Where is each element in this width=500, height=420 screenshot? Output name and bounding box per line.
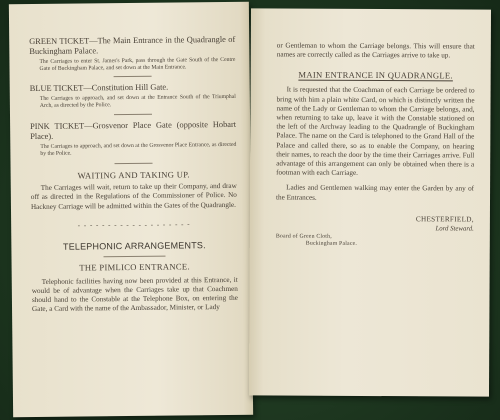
signature-name: CHESTERFIELD,	[415, 215, 474, 224]
left-page	[9, 2, 253, 417]
quadrangle-heading: MAIN ENTRANCE IN QUADRANGLE.	[298, 70, 453, 81]
green-ticket-heading: GREEN TICKET—The Main Entrance in the Quadrangle of Buckingham Palace.	[29, 34, 236, 57]
pimlico-text: Telephonic facilities having now been provided at this Entrance, it would be of advantage when the Carriages take up that Coachmen should hand to the Constable at the Telephone Box, on entering the Gate, a Card with the name of the Ambassador, Minister, or Lady	[31, 275, 238, 314]
continuation-text: or Gentleman to whom the Carriage belongs. This will ensure that names are correctly called as the Carriages arrive to take up.	[276, 41, 475, 60]
divider	[103, 256, 165, 258]
walking-text: Ladies and Gentlemen walking may enter the Garden by any of the Entrances.	[276, 183, 475, 202]
telephonic-heading: TELEPHONIC ARRANGEMENTS.	[62, 240, 206, 252]
pink-ticket-detail: The Carriages to approach, and set down at the Grosvenor Place Entrance, as directed by the Police.	[40, 141, 237, 157]
divider	[114, 114, 152, 115]
waiting-text: The Carriages will wait, return to take up their Company, and draw off as directed in the Regulations of the Commissioner of Police. No Hackney Carriage will be admitted within the Gates of the Quadrangle.	[30, 182, 237, 211]
divider	[115, 163, 153, 164]
board-line-2: Buckingham Palace.	[305, 240, 358, 247]
divider	[114, 76, 152, 77]
blue-ticket-heading: BLUE TICKET—Constitution Hill Gate.	[29, 82, 169, 94]
pink-ticket-heading: PINK TICKET—Grosvenor Place Gate (opposite Hobart Place).	[30, 119, 237, 142]
quadrangle-text: It is requested that the Coachman of each Carriage be ordered to bring with him a plain white Card, on which is distinctly written the name of the Lady or Gentleman to whom the Carriage belongs, and, when returning to take up, leave it with the Constable stationed on the left of the Archway leading to the Quadrangle of Buckingham Palace. The name on the Card is telephoned to the Grand Hall of the Palace and called there, so as to enable the Company, on hearing their names, to reach the door by the time their Carriages arrive. Full advantage of this arrangement can only be obtained when there is a footman with each Carriage.	[276, 85, 475, 178]
left-page-column	[29, 2, 238, 315]
right-page-column	[276, 9, 475, 248]
dashed-separator: - - - - - - - - - - - - - - - - - - -	[77, 220, 191, 230]
waiting-heading: WAITING AND TAKING UP.	[77, 169, 190, 181]
signature-title: Lord Steward.	[435, 225, 474, 233]
green-ticket-detail: The Carriages to enter St. James's Park, pass through the Gate South of the Centre Gate of Buckingham Palace, and set down at the Main Entrance.	[39, 56, 236, 72]
blue-ticket-detail: The Carriages to approach, and set down at the Entrance South of the Triumphal Arch, as directed by the Police.	[39, 93, 236, 109]
board-line-1: Board of Green Cloth,	[275, 233, 332, 240]
pimlico-heading: THE PIMLICO ENTRANCE.	[79, 261, 190, 273]
right-page	[249, 8, 491, 396]
